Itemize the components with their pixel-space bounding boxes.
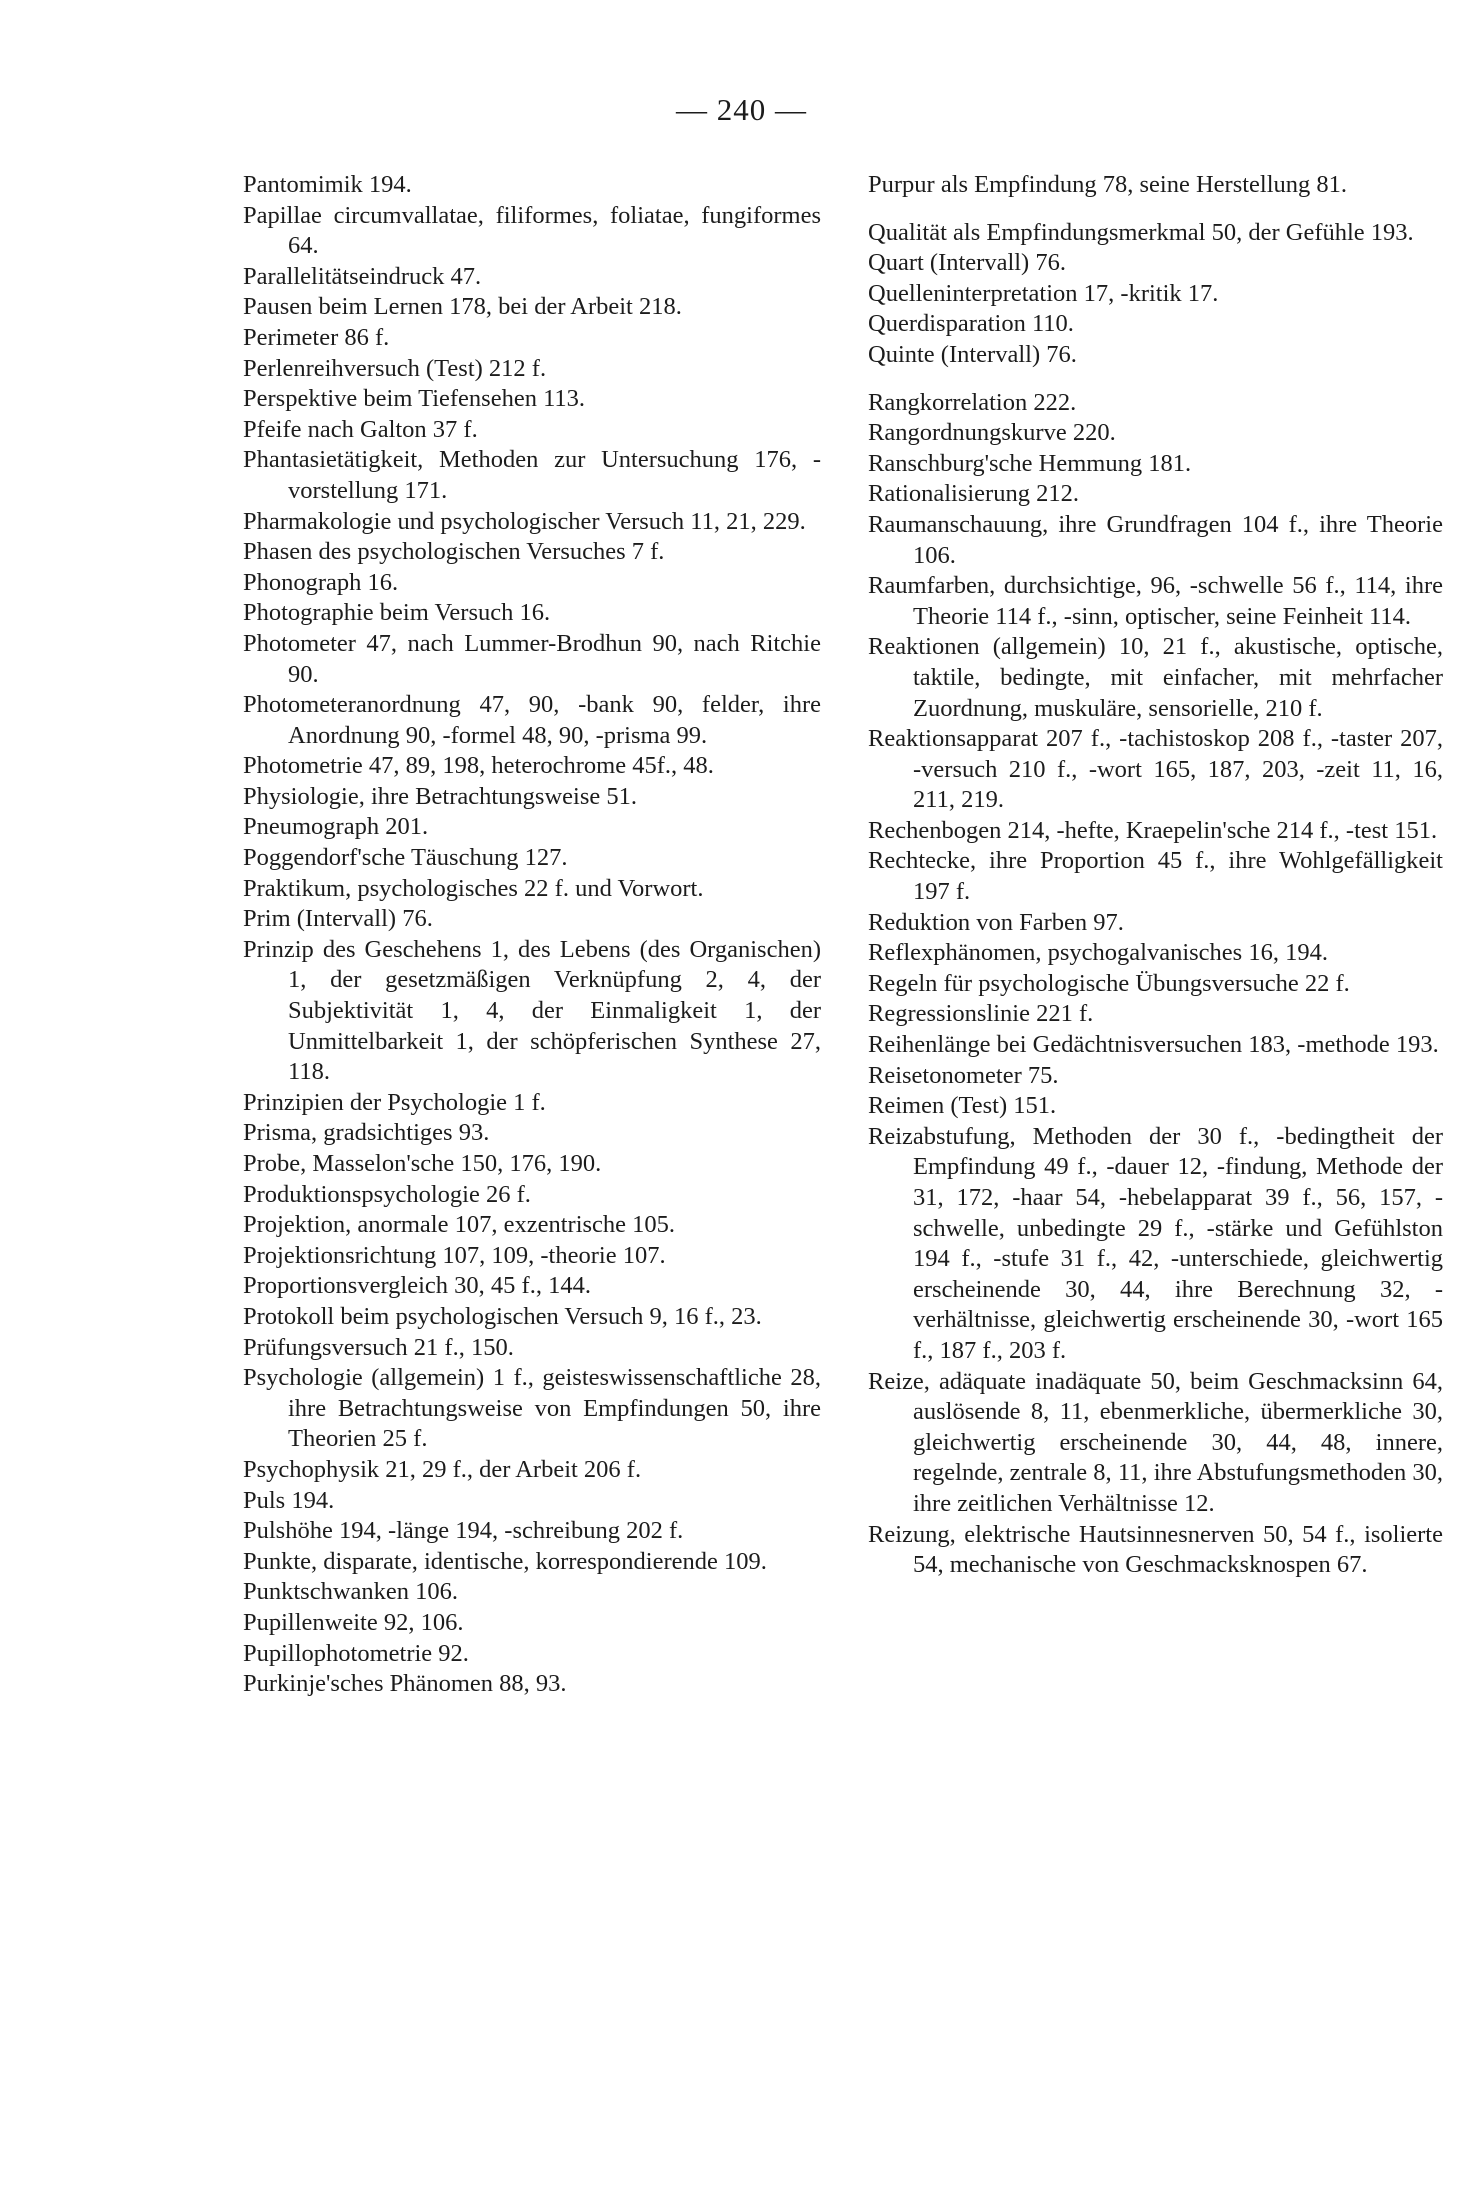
index-entry: Reize, adäquate inadäquate 50, beim Geschmacksinn 64, auslösende 8, 11, ebenmerkliche, übermerkliche 30, gleichwertig erscheinende 30, 44, 48, innere, regelnde, zentrale 8, 11, ihre Abstufungsmethoden 30, ihre zeitlichen Verhältnisse 12. bbox=[868, 1367, 1443, 1517]
index-entry: Quelleninterpretation 17, -kritik 17. bbox=[868, 279, 1219, 307]
index-entry: Regressionslinie 221 f. bbox=[868, 1000, 1094, 1028]
index-entry: Qualität als Empfindungsmerkmal 50, der Gefühle 193. bbox=[868, 218, 1414, 246]
index-entry: Reduktion von Farben 97. bbox=[868, 908, 1124, 936]
index-entry: Prinzipien der Psychologie 1 f. bbox=[243, 1088, 546, 1116]
index-entry: Praktikum, psychologisches 22 f. und Vorwort. bbox=[243, 874, 704, 902]
index-entry: Punkte, disparate, identische, korrespondierende 109. bbox=[243, 1547, 767, 1575]
index-entry: Reizabstufung, Methoden der 30 f., -bedingtheit der Empfindung 49 f., -dauer 12, -findung, Methode der 31, 172, -haar 54, -hebelapparat 39 f., 56, 157, -schwelle, unbedingte 29 f., -stärke und Gefühlston 194 f., -stufe 31 f., 42, -unterschiede, gleichwertig erscheinende 30, 44, ihre Berechnung 32, -verhältnisse, gleichwertig erscheinende 30, -wort 165 f., 187 f., 203 f. bbox=[868, 1122, 1443, 1364]
index-entry: Reihenlänge bei Gedächtnisversuchen 183, -methode 193. bbox=[868, 1031, 1439, 1059]
index-entry: Protokoll beim psychologischen Versuch 9, 16 f., 23. bbox=[243, 1302, 762, 1330]
index-entry: Ranschburg'sche Hemmung 181. bbox=[868, 449, 1192, 477]
index-entry: Pulshöhe 194, -länge 194, -schreibung 202 f. bbox=[243, 1517, 684, 1545]
index-entry: Photometeranordnung 47, 90, -bank 90, felder, ihre Anordnung 90, -formel 48, 90, -prisma 99. bbox=[243, 691, 821, 749]
index-entry: Perspektive beim Tiefensehen 113. bbox=[243, 385, 586, 413]
index-entry: Quart (Intervall) 76. bbox=[868, 249, 1066, 277]
index-entry: Pupillophotometrie 92. bbox=[243, 1639, 469, 1667]
index-entry: Reaktionsapparat 207 f., -tachistoskop 208 f., -taster 207, -versuch 210 f., -wort 165, 187, 203, -zeit 11, 16, 211, 219. bbox=[868, 725, 1443, 814]
index-entry: Photometrie 47, 89, 198, heterochrome 45f., 48. bbox=[243, 752, 714, 780]
index-entry: Phonograph 16. bbox=[243, 568, 399, 596]
index-entry: Regeln für psychologische Übungsversuche 22 f. bbox=[868, 969, 1350, 997]
index-entry: Reimen (Test) 151. bbox=[868, 1092, 1057, 1120]
index-entry: Raumfarben, durchsichtige, 96, -schwelle 56 f., 114, ihre Theorie 114 f., -sinn, optischer, seine Feinheit 114. bbox=[868, 572, 1443, 630]
index-entry: Prüfungsversuch 21 f., 150. bbox=[243, 1333, 514, 1361]
index-entry: Projektion, anormale 107, exzentrische 105. bbox=[243, 1211, 676, 1239]
index-entry: Rangkorrelation 222. bbox=[868, 388, 1077, 416]
index-column-right bbox=[868, 170, 1443, 1581]
index-entry: Rangordnungskurve 220. bbox=[868, 419, 1116, 447]
index-entry: Projektionsrichtung 107, 109, -theorie 107. bbox=[243, 1241, 666, 1269]
index-entry: Prisma, gradsichtiges 93. bbox=[243, 1119, 490, 1147]
index-entry: Photometer 47, nach Lummer-Brodhun 90, nach Ritchie 90. bbox=[243, 629, 821, 688]
index-entry: Purkinje'sches Phänomen 88, 93. bbox=[243, 1670, 567, 1698]
index-entry: Reisetonometer 75. bbox=[868, 1061, 1059, 1089]
index-entry: Prinzip des Geschehens 1, des Lebens (des Organischen) 1, der gesetzmäßigen Verknüpfung 2, 4, der Subjektivität 1, 4, der Einmaligkeit 1, der Unmittelbarkeit 1, der schöpferischen Synthese 27, 118. bbox=[243, 935, 821, 1086]
index-entry: Raumanschauung, ihre Grundfragen 104 f., ihre Theorie 106. bbox=[868, 510, 1443, 569]
index-entry: Purpur als Empfindung 78, seine Herstellung 81. bbox=[868, 171, 1348, 198]
index-entry: Parallelitätseindruck 47. bbox=[243, 262, 482, 290]
index-entry: Punktschwanken 106. bbox=[243, 1578, 459, 1606]
index-entry: Reflexphänomen, psychogalvanisches 16, 194. bbox=[868, 939, 1328, 967]
index-entry: Proportionsvergleich 30, 45 f., 144. bbox=[243, 1272, 591, 1300]
index-entry: Perlenreihversuch (Test) 212 f. bbox=[243, 354, 547, 382]
index-entry: Quinte (Intervall) 76. bbox=[868, 340, 1077, 368]
index-entry: Pharmakologie und psychologischer Versuch 11, 21, 229. bbox=[243, 507, 806, 535]
index-column-left bbox=[243, 170, 821, 1700]
page-number: — 240 — bbox=[676, 92, 807, 127]
index-entry: Reizung, elektrische Hautsinnesnerven 50, 54 f., isolierte 54, mechanische von Geschmacksknospen 67. bbox=[868, 1520, 1443, 1579]
index-entry: Pantomimik 194. bbox=[243, 171, 412, 198]
index-entry: Rechenbogen 214, -hefte, Kraepelin'sche 214 f., -test 151. bbox=[868, 816, 1438, 844]
index-entry: Pausen beim Lernen 178, bei der Arbeit 218. bbox=[243, 293, 682, 321]
index-entry: Phasen des psychologischen Versuches 7 f. bbox=[243, 538, 665, 566]
index-entry: Psychologie (allgemein) 1 f., geisteswissenschaftliche 28, ihre Betrachtungsweise von Empfindungen 50, ihre Theorien 25 f. bbox=[243, 1364, 821, 1453]
index-entry: Reaktionen (allgemein) 10, 21 f., akustische, optische, taktile, bedingte, mit einfacher, mit mehrfacher Zuordnung, muskuläre, sensorielle, 210 f. bbox=[868, 633, 1443, 722]
index-entry: Pupillenweite 92, 106. bbox=[243, 1608, 464, 1636]
index-entry: Querdisparation 110. bbox=[868, 310, 1074, 338]
index-entry: Photographie beim Versuch 16. bbox=[243, 599, 551, 627]
index-entry: Phantasietätigkeit, Methoden zur Untersuchung 176, -vorstellung 171. bbox=[243, 446, 821, 504]
index-entry: Poggendorf'sche Täuschung 127. bbox=[243, 844, 568, 872]
index-entry: Psychophysik 21, 29 f., der Arbeit 206 f. bbox=[243, 1455, 642, 1483]
index-entry: Papillae circumvallatae, filiformes, foliatae, fungiformes 64. bbox=[243, 201, 821, 260]
index-entry: Rechtecke, ihre Proportion 45 f., ihre Wohlgefälligkeit 197 f. bbox=[868, 847, 1443, 906]
index-entry: Rationalisierung 212. bbox=[868, 480, 1079, 508]
index-entry: Puls 194. bbox=[243, 1486, 335, 1514]
index-entry: Produktionspsychologie 26 f. bbox=[243, 1180, 531, 1208]
index-entry: Probe, Masselon'sche 150, 176, 190. bbox=[243, 1150, 602, 1177]
index-entry: Prim (Intervall) 76. bbox=[243, 905, 433, 933]
index-entry: Perimeter 86 f. bbox=[243, 323, 390, 351]
index-entry: Pfeife nach Galton 37 f. bbox=[243, 415, 478, 443]
index-entry: Physiologie, ihre Betrachtungsweise 51. bbox=[243, 782, 637, 810]
index-entry: Pneumograph 201. bbox=[243, 813, 429, 841]
